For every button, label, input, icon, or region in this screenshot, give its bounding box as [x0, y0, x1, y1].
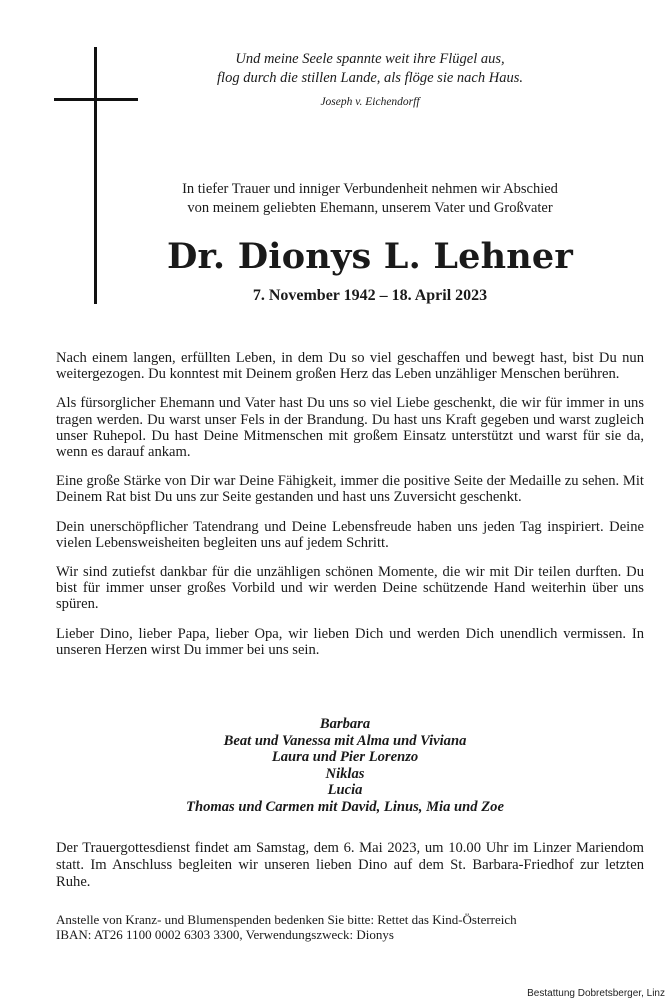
paragraph: Lieber Dino, lieber Papa, lieber Opa, wir lieben Dich und werden Dich unendlich vermissen. In unseren Herzen wirst Du immer bei uns sein. [56, 625, 644, 658]
intro-line: In tiefer Trauer und inniger Verbundenheit nehmen wir Abschied [182, 181, 558, 197]
obituary-body [56, 350, 644, 671]
family-member: Barbara [319, 716, 371, 732]
cross-icon-bar [54, 98, 138, 101]
poem [160, 50, 580, 88]
family-member: Thomas und Carmen mit David, Linus, Mia und Zoe [186, 798, 504, 815]
family-member: Lucia [327, 782, 363, 799]
intro-text [130, 180, 610, 218]
funeral-home-credit: Bestattung Dobretsberger, Linz [527, 988, 665, 999]
family-member: Niklas [325, 765, 365, 782]
donation-iban: IBAN: AT26 1100 0002 6303 3300, Verwendungszweck: Dionys [56, 927, 394, 942]
donation-info [56, 912, 644, 942]
paragraph: Als fürsorglicher Ehemann und Vater hast Du uns so viel Liebe geschenkt, die wir für immer in uns tragen werden. Du warst unser Fels in der Brandung. Du hast uns Kraft gegeben und warst zugleich unser Ruhepol. Du hast Deine Mitmenschen mit großem Einsatz unterstützt und warst für sie da, wenn es darauf ankam. [56, 395, 644, 461]
life-dates: 7. November 1942 – 18. April 2023 [252, 287, 488, 304]
cross-icon [94, 47, 97, 304]
family-member: Beat und Vanessa mit Alma und Viviana [223, 732, 467, 749]
funeral-service-info: Der Trauergottesdienst findet am Samstag, dem 6. Mai 2023, um 10.00 Uhr im Linzer Mariendom statt. Im Anschluss begleiten wir unseren lieben Dino auf dem St. Barbara-Friedhof zur letzten Ruhe. [56, 840, 644, 890]
paragraph: Dein unerschöpflicher Tatendrang und Deine Lebensfreude haben uns jeden Tag inspiriert. Deine vielen Lebensweisheiten begleiten uns auf jedem Schritt. [56, 518, 644, 551]
deceased-name: Dr. Dionys L. Lehner [166, 236, 574, 277]
paragraph: Wir sind zutiefst dankbar für die unzähligen schönen Momente, die wir mit Dir teilen durften. Du bist für immer unser großes Vorbild und wir werden Deine schützende Hand weiterhin über uns spüren. [56, 564, 644, 613]
family-member: Laura und Pier Lorenzo [271, 749, 419, 766]
donation-line: Anstelle von Kranz- und Blumenspenden bedenken Sie bitte: Rettet das Kind-Österreich [56, 912, 517, 927]
paragraph: Eine große Stärke von Dir war Deine Fähigkeit, immer die positive Seite der Medaille zu sehen. Mit Deinem Rat bist Du uns zur Seite gestanden und hast uns Zuversicht geschenkt. [56, 473, 644, 506]
intro-line: von meinem geliebten Ehemann, unserem Vater und Großvater [187, 200, 553, 216]
poem-line: Und meine Seele spannte weit ihre Flügel aus, [235, 51, 505, 67]
poem-author: Joseph v. Eichendorff [320, 96, 420, 108]
poem-line: flog durch die stillen Lande, als flöge sie nach Haus. [217, 70, 523, 86]
family-signatures [80, 716, 610, 816]
paragraph: Nach einem langen, erfüllten Leben, in dem Du so viel geschaffen und bewegt hast, bist Du nun weitergezogen. Du konntest mit Deinem großen Herz das Leben unzähliger Menschen berühren. [56, 350, 644, 383]
